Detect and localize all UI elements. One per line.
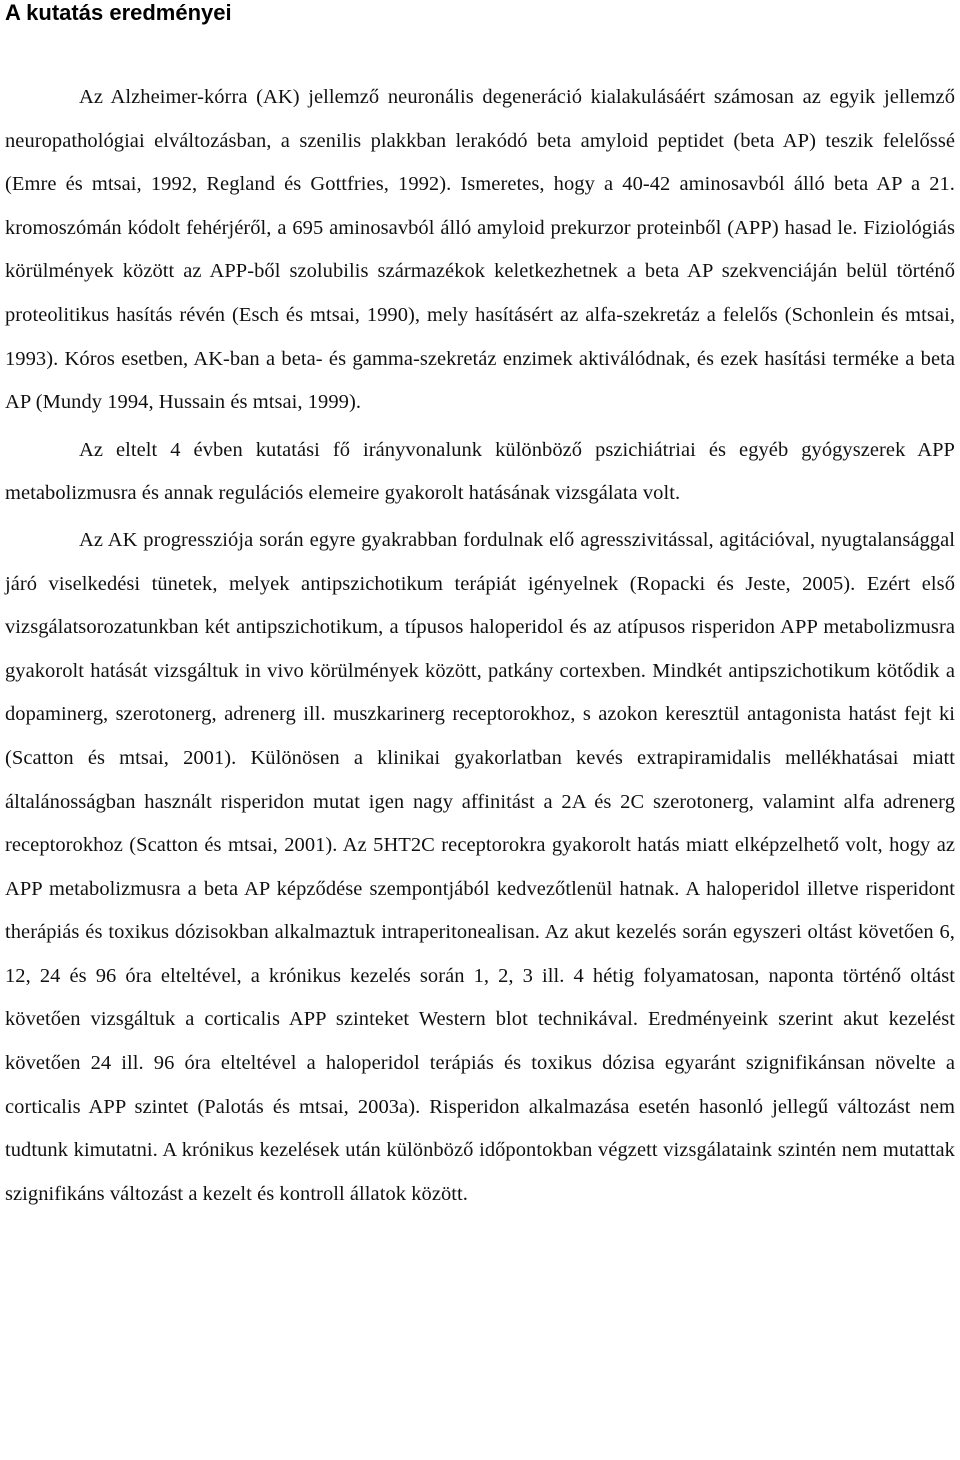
paragraph-1: Az Alzheimer-kórra (AK) jellemző neuronális degeneráció kialakulásáért számosan az egyik jellemző neuropathológiai elváltozásban, a szenilis plakkban lerakódó beta amyloid peptidet (beta AP) teszik felelőssé (Emre és mtsai, 1992, Regland és Gottfries, 1992). Ismeretes, hogy a 40-42 aminosavból álló beta AP a 21. kromoszómán kódolt fehérjéről, a 695 aminosavból álló amyloid prekurzor proteinből (APP) hasad le. Fiziológiás körülmények között az APP-ből szolubilis származékok keletkezhetnek a beta AP szekvenciáján belül történő proteolitikus hasítás révén (Esch és mtsai, 1990), mely hasításért az alfa-szekretáz a felelős (Schonlein és mtsai, 1993). Kóros esetben, AK-ban a beta- és gamma-szekretáz enzimek aktiválódnak, és ezek hasítási terméke a beta AP (Mundy 1994, Hussain és mtsai, 1999). <box>5 86 955 414</box>
section-heading: A kutatás eredményei <box>5 0 232 25</box>
paragraph-2: Az eltelt 4 évben kutatási fő irányvonalunk különböző pszichiátriai és egyéb gyógyszerek APP metabolizmusra és annak regulációs elemeire gyakorolt hatásának vizsgálata volt. <box>5 438 955 505</box>
document-page <box>5 0 955 1216</box>
paragraph-3: Az AK progressziója során egyre gyakrabban fordulnak elő agresszivitással, agitációval, nyugtalansággal járó viselkedési tünetek, melyek antipszichotikum terápiát igényelnek (Ropacki és Jeste, 2005). Ezért első vizsgálatsorozatunkban két antipszichotikum, a típusos haloperidol és az atípusos risperidon APP metabolizmusra gyakorolt hatását vizsgáltuk in vivo körülmények között, patkány cortexben. Mindkét antipszichotikum kötődik a dopaminerg, szerotonerg, adrenerg ill. muszkarinerg receptorokhoz, s azokon keresztül antagonista hatást fejt ki (Scatton és mtsai, 2001). Különösen a klinikai gyakorlatban kevés extrapiramidalis mellékhatásai miatt általánosságban használt risperidon mutat igen nagy affinitást a 2A és 2C szerotonerg, valamint alfa adrenerg receptorokhoz (Scatton és mtsai, 2001). Az 5HT2C receptorokra gyakorolt hatás miatt elképzelhető volt, hogy az APP metabolizmusra a beta AP képződése szempontjából kedvezőtlenül hatnak. A haloperidol illetve risperidont therápiás és toxikus dózisokban alkalmaztuk intraperitonealisan. Az akut kezelés során egyszeri oltást követően 6, 12, 24 és 96 óra elteltével, a krónikus kezelés során 1, 2, 3 ill. 4 hétig folyamatosan, naponta történő oltást követően vizsgáltuk a corticalis APP szinteket Western blot technikával. Eredményeink szerint akut kezelést követően 24 ill. 96 óra elteltével a haloperidol terápiás és toxikus dózisa egyaránt szignifikánsan növelte a corticalis APP szintet (Palotás és mtsai, 2003a). Risperidon alkalmazása esetén hasonló jellegű változást nem tudtunk kimutatni. A krónikus kezelések után különböző időpontokban végzett vizsgálataink szintén nem mutattak szignifikáns változást a kezelt és kontroll állatok között. <box>5 528 955 1205</box>
